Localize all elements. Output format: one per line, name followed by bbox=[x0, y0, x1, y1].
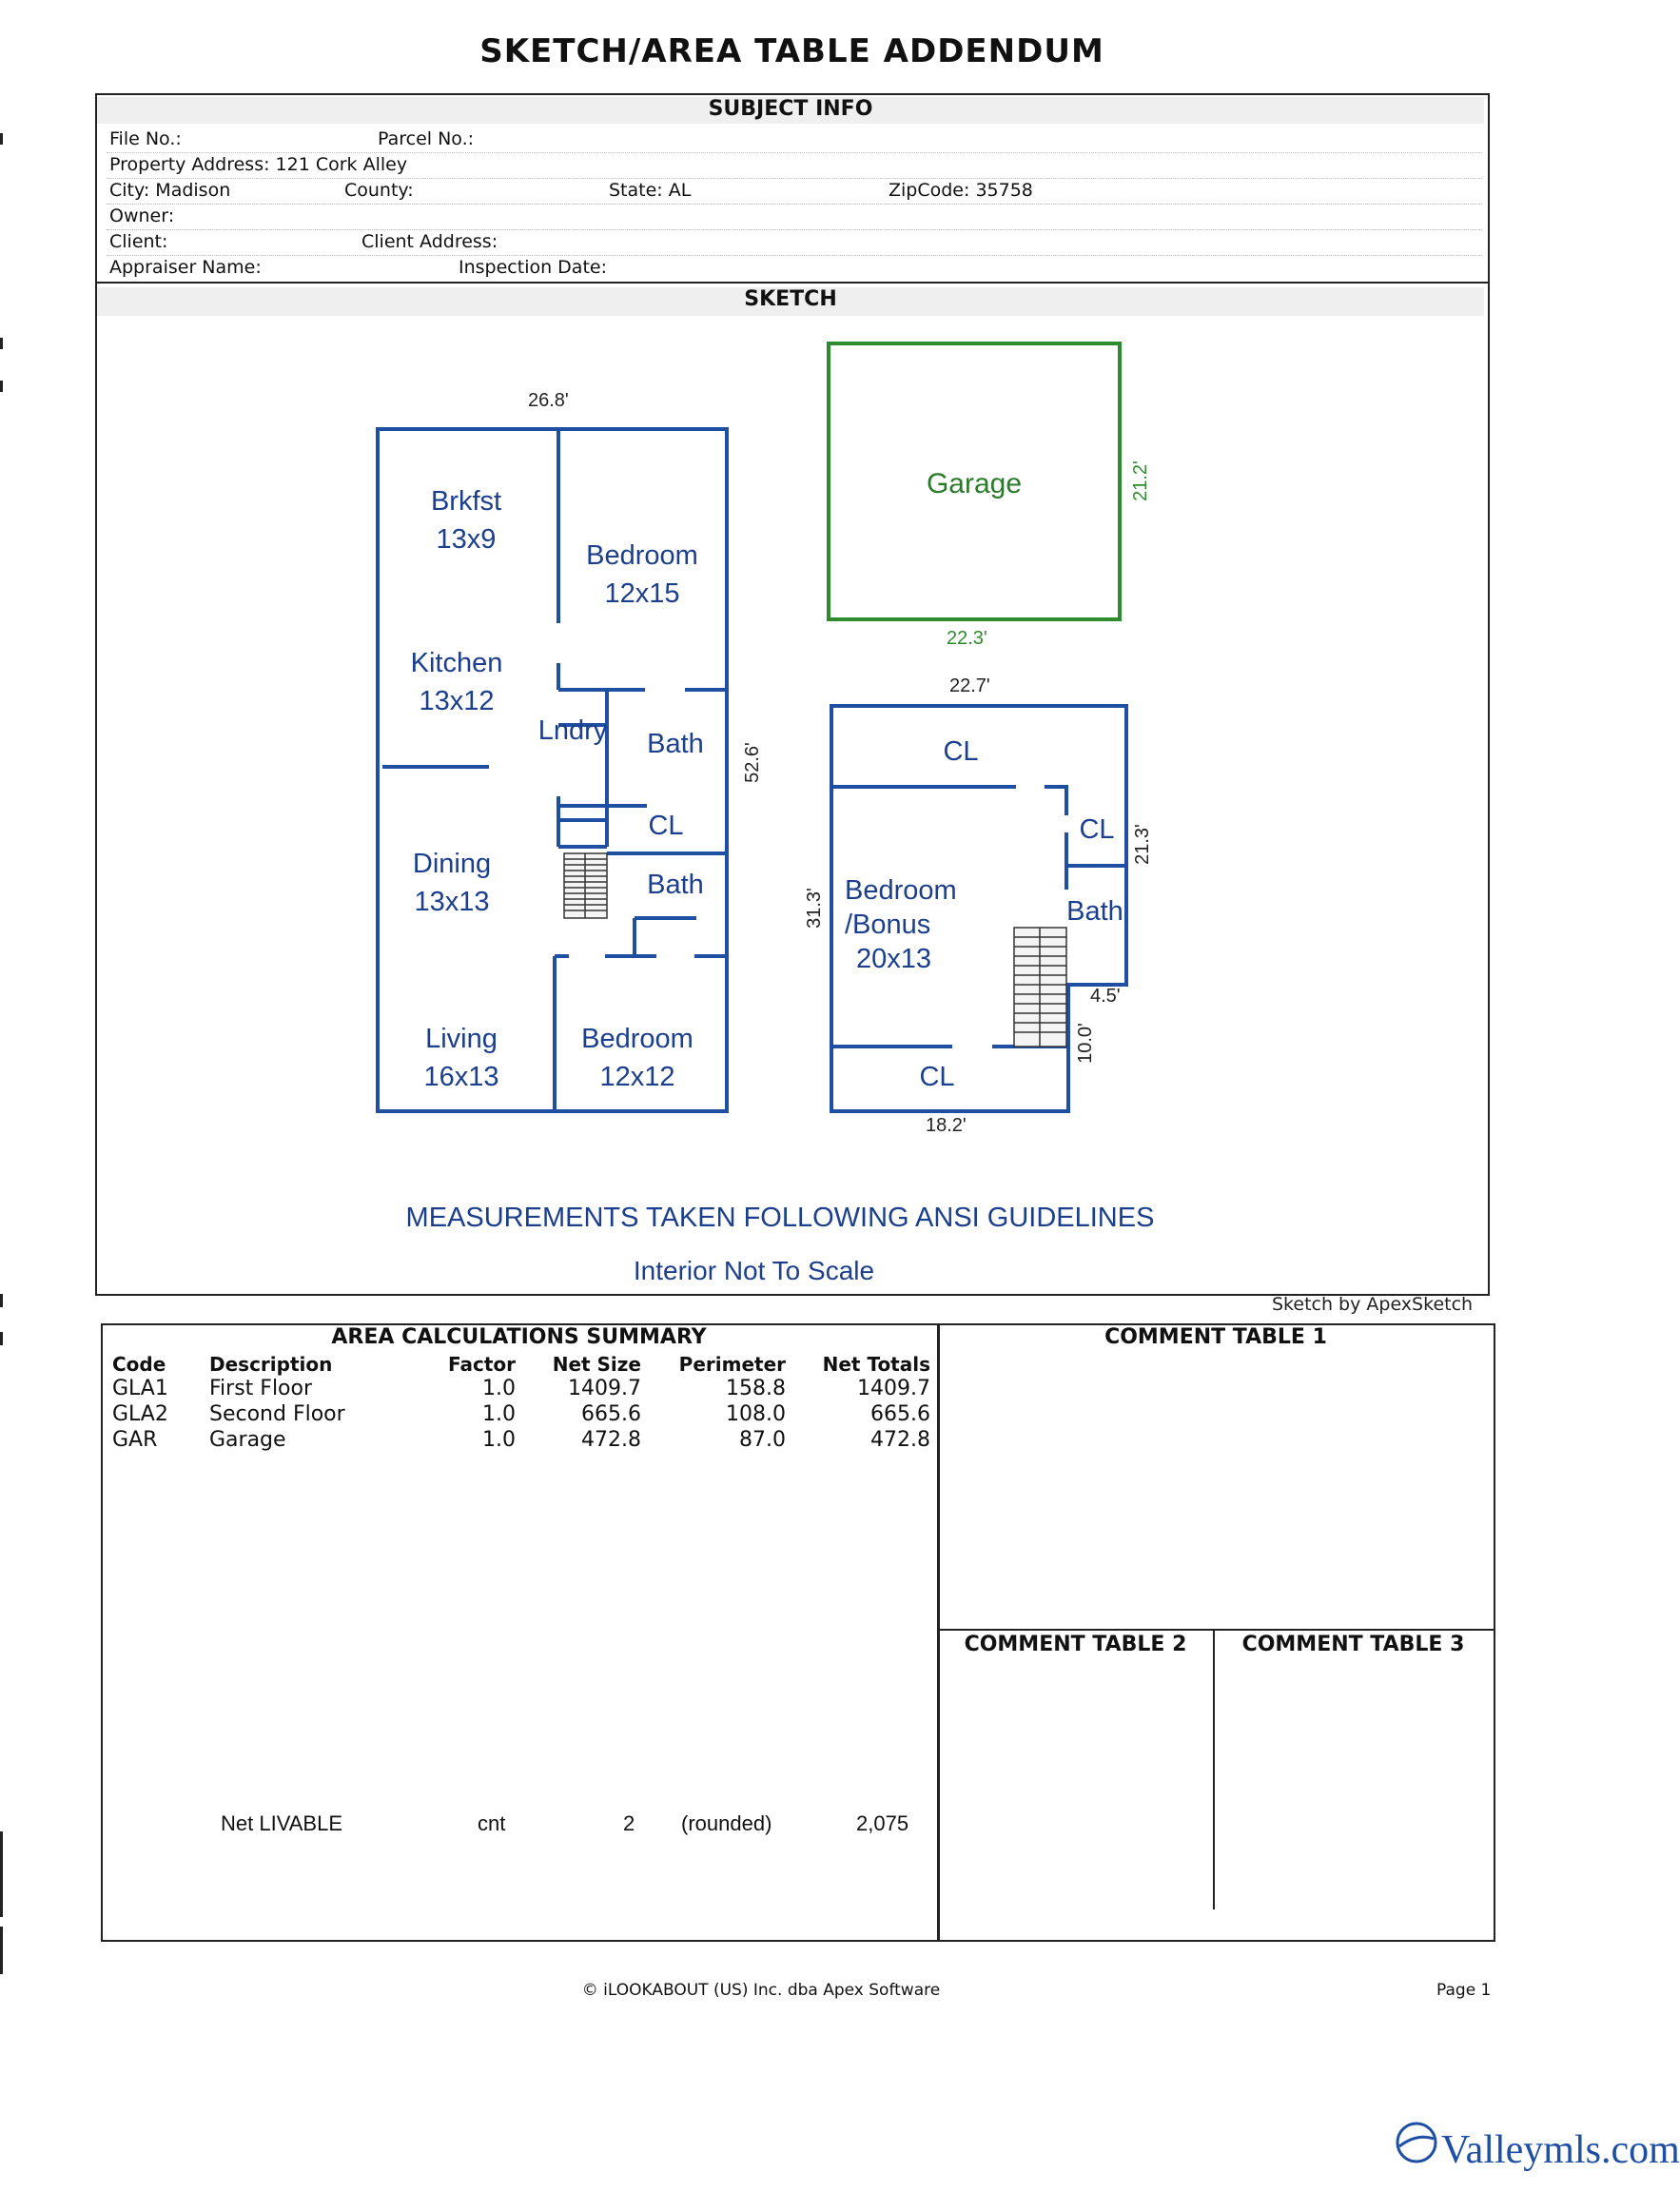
city: City: Madison bbox=[109, 180, 231, 201]
property-address: Property Address: 121 Cork Alley bbox=[109, 154, 408, 175]
room-size: 16x13 bbox=[423, 1062, 499, 1092]
cell-description: First Floor bbox=[209, 1377, 313, 1400]
dim-first-right: 52.6' bbox=[741, 742, 763, 783]
col-code: Code bbox=[112, 1353, 166, 1376]
room-name-2: /Bonus bbox=[845, 910, 931, 940]
room-name: Bedroom bbox=[581, 1024, 693, 1054]
area-table bbox=[107, 1353, 936, 1453]
cell-code: GAR bbox=[112, 1428, 158, 1452]
zip-code: ZipCode: 35758 bbox=[889, 180, 1033, 201]
cell-description: Garage bbox=[209, 1428, 286, 1452]
col-net-totals: Net Totals bbox=[822, 1353, 930, 1376]
net-livable-cnt: 2 bbox=[623, 1811, 635, 1835]
net-livable-total: 2,075 bbox=[856, 1811, 909, 1835]
room-name: Brkfst bbox=[430, 486, 502, 517]
room-bath-2: Bath bbox=[647, 870, 704, 900]
dim-first-top: 26.8' bbox=[528, 390, 569, 411]
col-net-size: Net Size bbox=[552, 1353, 641, 1376]
net-livable-label: Net LIVABLE bbox=[221, 1811, 342, 1835]
comment-table-2-header: COMMENT TABLE 2 bbox=[964, 1633, 1187, 1656]
room-size: 13x13 bbox=[414, 887, 490, 917]
cell-code: GLA2 bbox=[112, 1402, 168, 1426]
valleymls-watermark: Valleymls.com bbox=[1441, 2128, 1680, 2172]
area-summary-header: AREA CALCULATIONS SUMMARY bbox=[331, 1325, 707, 1349]
room-size: 20x13 bbox=[856, 944, 932, 974]
col-description: Description bbox=[209, 1353, 333, 1376]
room-name: Bedroom bbox=[586, 540, 698, 571]
col-factor: Factor bbox=[447, 1353, 516, 1376]
margin-mark bbox=[0, 1927, 3, 1974]
cell-net-size: 472.8 bbox=[581, 1428, 641, 1452]
page-number: Page 1 bbox=[1436, 1981, 1492, 2000]
room-dining bbox=[390, 845, 514, 921]
comment-table-3-header: COMMENT TABLE 3 bbox=[1241, 1633, 1465, 1656]
cell-code: GLA1 bbox=[112, 1377, 168, 1400]
document-title: SKETCH/AREA TABLE ADDENDUM bbox=[479, 32, 1104, 70]
stairs-second-floor bbox=[1014, 928, 1066, 1047]
comment-divider-vertical bbox=[1213, 1629, 1215, 1909]
room-name: Dining bbox=[412, 849, 492, 879]
valleymls-logo bbox=[1394, 2120, 1439, 2169]
cell-perimeter: 87.0 bbox=[739, 1428, 786, 1452]
county-label: County: bbox=[344, 180, 414, 201]
cell-factor: 1.0 bbox=[482, 1377, 516, 1400]
sketch-header: SKETCH bbox=[97, 287, 1484, 316]
room-kitchen bbox=[390, 644, 523, 720]
room-size: 13x9 bbox=[436, 524, 497, 555]
measurement-note: MEASUREMENTS TAKEN FOLLOWING ANSI GUIDELINES bbox=[405, 1203, 1155, 1233]
comment-divider bbox=[938, 1629, 1494, 1631]
table-row bbox=[107, 1427, 936, 1453]
inspection-date-label: Inspection Date: bbox=[459, 257, 607, 278]
room-name: Living bbox=[425, 1024, 498, 1054]
table-row bbox=[107, 1401, 936, 1427]
owner-label: Owner: bbox=[109, 206, 175, 226]
room-closet-top: CL bbox=[943, 736, 979, 767]
room-size: 12x15 bbox=[604, 578, 680, 609]
cell-perimeter: 158.8 bbox=[726, 1377, 786, 1400]
room-name: Bedroom bbox=[845, 875, 957, 906]
scale-note: Interior Not To Scale bbox=[633, 1256, 875, 1285]
client-label: Client: bbox=[109, 231, 168, 252]
dim-second-bottom: 18.2' bbox=[926, 1115, 967, 1136]
table-row bbox=[107, 1376, 936, 1401]
client-address-label: Client Address: bbox=[361, 231, 498, 252]
dim-second-right-lower: 10.0' bbox=[1074, 1023, 1096, 1064]
room-bedroom-2 bbox=[566, 1020, 709, 1096]
dim-second-right: 21.3' bbox=[1131, 824, 1153, 865]
file-no-label: File No.: bbox=[109, 128, 182, 149]
room-living bbox=[400, 1020, 523, 1096]
cell-net-size: 1409.7 bbox=[568, 1377, 641, 1400]
area-table-header bbox=[107, 1353, 936, 1376]
room-laundry: Lndry bbox=[537, 715, 608, 746]
cell-factor: 1.0 bbox=[482, 1402, 516, 1426]
cell-perimeter: 108.0 bbox=[726, 1402, 786, 1426]
footer-copyright: © iLOOKABOUT (US) Inc. dba Apex Software bbox=[581, 1981, 941, 2000]
subject-info-header: SUBJECT INFO bbox=[97, 97, 1484, 124]
logo-icon bbox=[1394, 2120, 1439, 2165]
dim-garage-right: 21.2' bbox=[1129, 460, 1151, 501]
dim-second-notch: 4.5' bbox=[1090, 986, 1121, 1007]
room-size: 13x12 bbox=[419, 686, 495, 716]
room-bath-second: Bath bbox=[1066, 896, 1123, 927]
garage-label: Garage bbox=[926, 468, 1023, 499]
sketch-credit: Sketch by ApexSketch bbox=[1272, 1294, 1474, 1315]
dim-second-left: 31.3' bbox=[803, 888, 825, 929]
appraiser-label: Appraiser Name: bbox=[109, 257, 262, 278]
cell-net-total: 665.6 bbox=[870, 1402, 930, 1426]
margin-mark bbox=[0, 1332, 3, 1345]
room-bedroom-bonus bbox=[845, 873, 983, 976]
state: State: AL bbox=[609, 180, 692, 201]
col-perimeter: Perimeter bbox=[678, 1353, 786, 1376]
room-closet-bottom: CL bbox=[919, 1062, 955, 1092]
net-livable-rounded: (rounded) bbox=[681, 1811, 772, 1835]
dim-garage-bottom: 22.3' bbox=[947, 628, 987, 649]
stairs-first-floor bbox=[564, 853, 607, 918]
room-bedroom-1 bbox=[571, 537, 713, 613]
dim-second-top: 22.7' bbox=[949, 675, 990, 696]
room-name: Kitchen bbox=[410, 648, 503, 678]
room-closet-right: CL bbox=[1079, 814, 1115, 845]
cell-factor: 1.0 bbox=[482, 1428, 516, 1452]
cell-description: Second Floor bbox=[209, 1402, 345, 1426]
cell-net-total: 1409.7 bbox=[857, 1377, 930, 1400]
net-livable-cnt-label: cnt bbox=[478, 1811, 506, 1835]
parcel-no-label: Parcel No.: bbox=[378, 128, 475, 149]
margin-mark bbox=[0, 1831, 3, 1917]
cell-net-size: 665.6 bbox=[581, 1402, 641, 1426]
room-brkfst bbox=[409, 482, 523, 558]
room-closet-1: CL bbox=[648, 811, 684, 841]
cell-net-total: 472.8 bbox=[870, 1428, 930, 1452]
room-bath-1: Bath bbox=[647, 729, 704, 759]
room-size: 12x12 bbox=[599, 1062, 675, 1092]
comment-table-1-header: COMMENT TABLE 1 bbox=[1104, 1325, 1327, 1349]
